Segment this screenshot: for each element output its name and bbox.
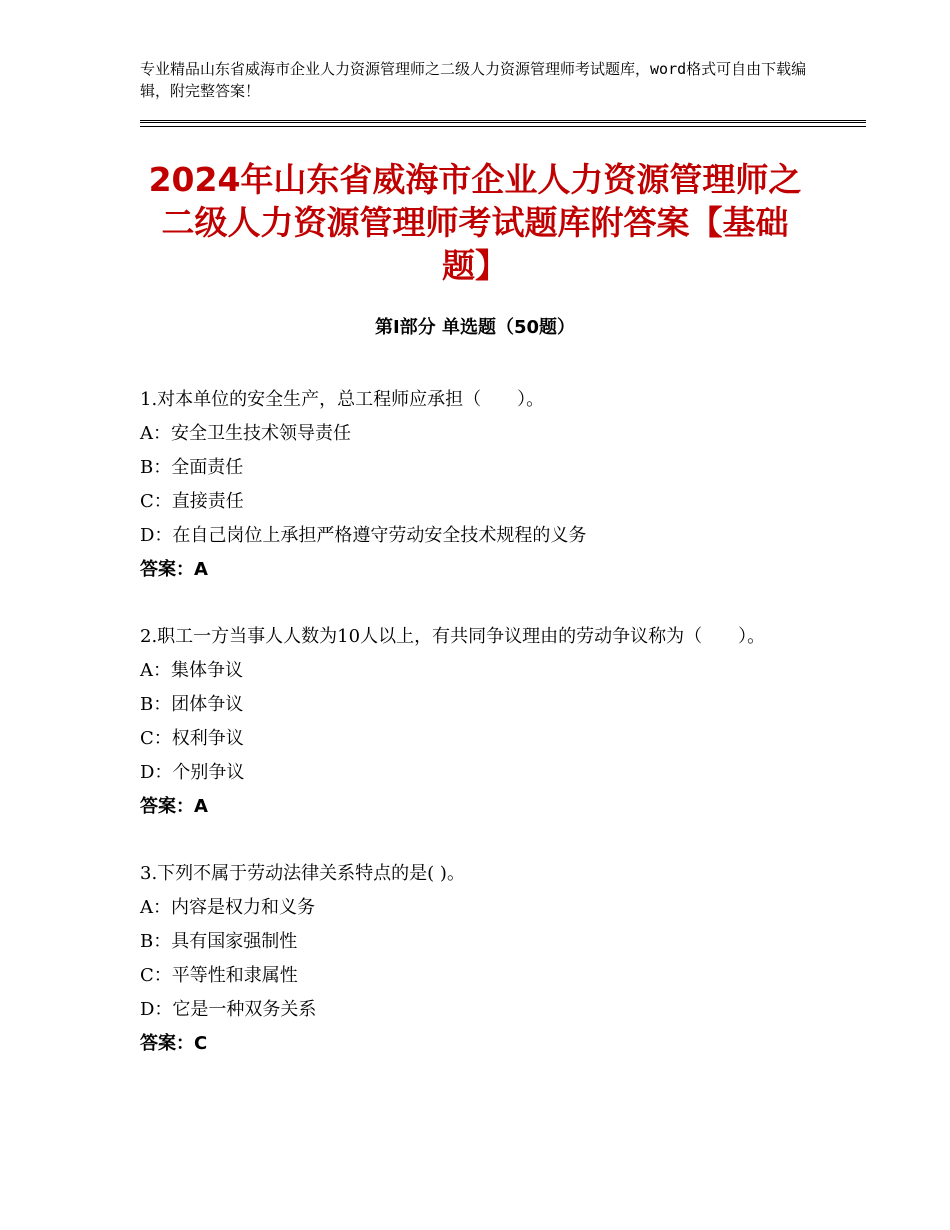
question-2 (140, 620, 820, 824)
option-a: A：集体争议 (140, 660, 243, 681)
option-c: C：平等性和隶属性 (140, 965, 298, 986)
option-b: B：团体争议 (140, 694, 244, 715)
section-title: 第Ⅰ部分 单选题（50题） (374, 317, 575, 338)
option-d: D：在自己岗位上承担严格遵守劳动安全技术规程的义务 (140, 525, 587, 546)
option-b: B：具有国家强制性 (140, 931, 298, 952)
answer: 答案：A (140, 796, 208, 817)
answer: 答案：C (140, 1033, 208, 1054)
question-stem: 3.下列不属于劳动法律关系特点的是( )。 (140, 863, 465, 884)
header-note: 专业精品山东省威海市企业人力资源管理师之二级人力资源管理师考试题库，word格式可自由下载编辑，附完整答案！ (140, 60, 807, 100)
question-1 (140, 383, 820, 587)
option-a: A：内容是权力和义务 (140, 897, 315, 918)
option-d: D：个别争议 (140, 762, 245, 783)
option-b: B：全面责任 (140, 457, 244, 478)
option-c: C：直接责任 (140, 491, 244, 512)
question-stem: 1.对本单位的安全生产，总工程师应承担（ ）。 (140, 389, 545, 410)
option-c: C：权利争议 (140, 728, 244, 749)
question-3 (140, 857, 820, 1061)
document-title: 2024年山东省威海市企业人力资源管理师之二级人力资源管理师考试题库附答案【基础题】 (148, 160, 802, 285)
header-divider (140, 120, 866, 123)
question-stem: 2.职工一方当事人人数为10人以上，有共同争议理由的劳动争议称为（ ）。 (140, 626, 766, 647)
option-a: A：安全卫生技术领导责任 (140, 423, 351, 444)
option-d: D：它是一种双务关系 (140, 999, 317, 1020)
question-list (140, 383, 820, 1094)
answer: 答案：A (140, 559, 208, 580)
header-divider-thin (140, 126, 866, 127)
